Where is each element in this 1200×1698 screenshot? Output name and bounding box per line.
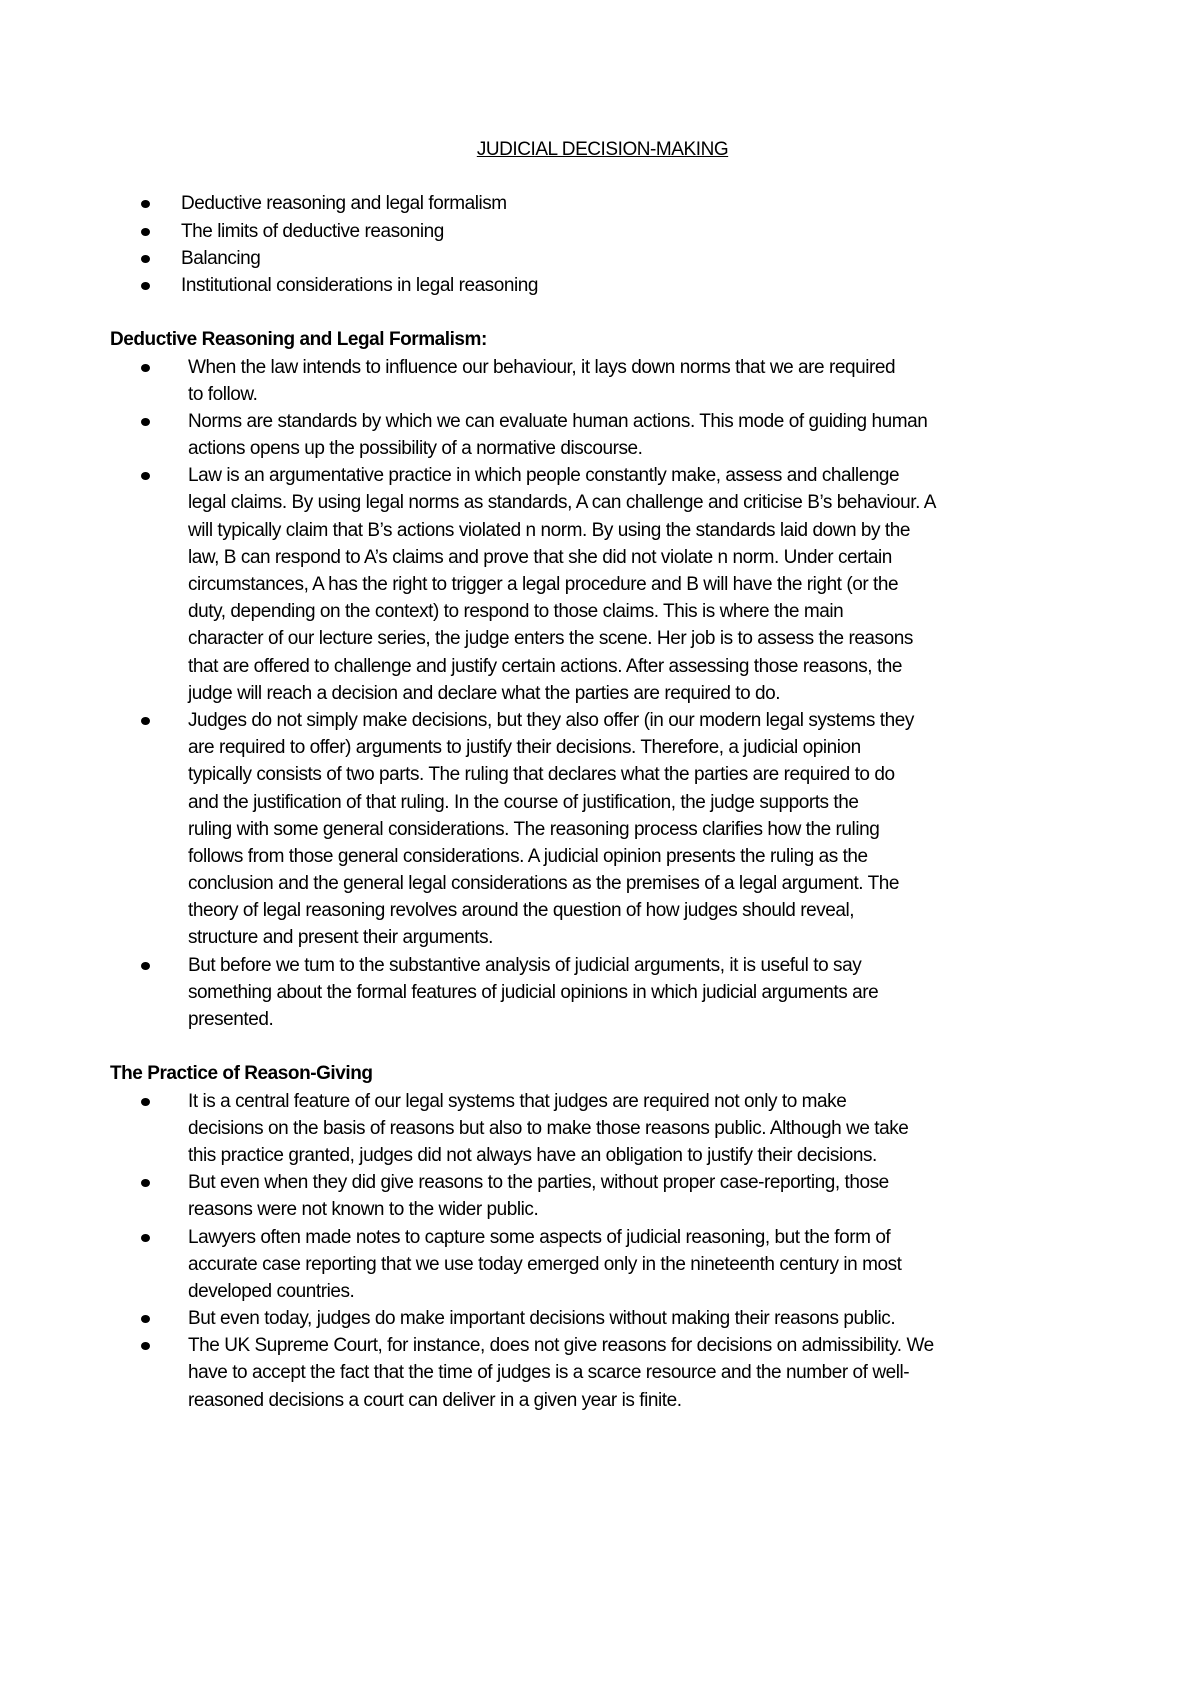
text-line: conclusion and the general legal considerations as the premises of a legal argument. The xyxy=(188,873,900,895)
bullet-icon xyxy=(141,962,150,970)
section xyxy=(0,1060,1200,1413)
list-item xyxy=(0,707,1200,952)
list-item xyxy=(0,1088,1200,1170)
list-item xyxy=(0,1305,1200,1332)
list-item xyxy=(0,408,1200,462)
text-line: and the justification of that ruling. In the course of justification, the judge supports the xyxy=(188,791,859,813)
bullet-list xyxy=(0,1088,1200,1414)
bullet-icon xyxy=(141,1234,150,1242)
text-line: decisions on the basis of reasons but also to make those reasons public. Although we take xyxy=(188,1117,909,1139)
text-line: to follow. xyxy=(188,383,258,405)
text-line: this practice granted, judges did not always have an obligation to justify their decisions. xyxy=(188,1144,877,1166)
text-line: accurate case reporting that we use today emerged only in the nineteenth century in most xyxy=(188,1253,902,1275)
text-line: have to accept the fact that the time of judges is a scarce resource and the number of well- xyxy=(188,1362,910,1384)
list-item xyxy=(0,1224,1200,1306)
bullet-icon xyxy=(141,1342,150,1350)
text-line: reasoned decisions a court can deliver in a given year is finite. xyxy=(188,1389,682,1411)
text-line: The limits of deductive reasoning xyxy=(181,220,444,242)
text-line: follows from those general considerations. A judicial opinion presents the ruling as the xyxy=(188,845,868,867)
document-page xyxy=(0,136,1200,1414)
list-item xyxy=(0,272,1200,299)
bullet-icon xyxy=(141,717,150,725)
text-line: circumstances, A has the right to trigger a legal procedure and B will have the right (or the xyxy=(188,574,899,595)
section-heading: The Practice of Reason-Giving xyxy=(110,1063,373,1085)
text-line: are required to offer) arguments to justify their decisions. Therefore, a judicial opinion xyxy=(188,737,861,759)
text-line: When the law intends to influence our behaviour, it lays down norms that we are required xyxy=(188,356,896,378)
text-line: The UK Supreme Court, for instance, does not give reasons for decisions on admissibility. We xyxy=(188,1335,934,1357)
document-title: JUDICIAL DECISION-MAKING xyxy=(476,139,729,160)
bullet-icon xyxy=(141,364,150,372)
text-line: will typically claim that B’s actions violated n norm. By using the standards laid down by the xyxy=(188,519,910,541)
text-line: duty, depending on the context) to respond to those claims. This is where the main xyxy=(188,601,844,623)
bullet-icon xyxy=(141,228,150,236)
topic-list xyxy=(0,190,1200,299)
bullet-icon xyxy=(141,282,150,290)
section-heading: Deductive Reasoning and Legal Formalism: xyxy=(110,329,487,351)
text-line: that are offered to challenge and justify certain actions. After assessing those reasons, the xyxy=(188,655,903,677)
text-line: presented. xyxy=(188,1009,274,1030)
text-line: legal claims. By using legal norms as standards, A can challenge and criticise B’s behaviour. A xyxy=(188,492,936,514)
text-line: Lawyers often made notes to capture some aspects of judicial reasoning, but the form of xyxy=(188,1226,891,1248)
text-line: But before we tum to the substantive analysis of judicial arguments, it is useful to say xyxy=(188,954,862,976)
list-item xyxy=(0,1169,1200,1223)
list-item xyxy=(0,354,1200,408)
text-line: reasons were not known to the wider public. xyxy=(188,1199,539,1221)
text-line: But even when they did give reasons to the parties, without proper case-reporting, those xyxy=(188,1172,889,1194)
list-item xyxy=(0,952,1200,1034)
list-item xyxy=(0,218,1200,245)
text-line: Law is an argumentative practice in which people constantly make, assess and challenge xyxy=(188,465,900,487)
text-line: structure and present their arguments. xyxy=(188,927,494,949)
text-line: It is a central feature of our legal systems that judges are required not only to make xyxy=(188,1090,847,1112)
bullet-icon xyxy=(141,200,150,208)
text-line: Institutional considerations in legal reasoning xyxy=(181,274,538,296)
text-line: But even today, judges do make important decisions without making their reasons public. xyxy=(188,1308,896,1330)
list-item xyxy=(0,245,1200,272)
section xyxy=(0,326,1200,1033)
bullet-icon xyxy=(141,418,150,426)
text-line: actions opens up the possibility of a normative discourse. xyxy=(188,438,643,460)
text-line: Judges do not simply make decisions, but they also offer (in our modern legal systems they xyxy=(188,709,914,731)
text-line: typically consists of two parts. The ruling that declares what the parties are required to do xyxy=(188,764,895,786)
text-line: something about the formal features of judicial opinions in which judicial arguments are xyxy=(188,981,879,1003)
bullet-icon xyxy=(141,1179,150,1187)
text-line: judge will reach a decision and declare what the parties are required to do. xyxy=(188,682,781,704)
text-line: ruling with some general considerations. The reasoning process clarifies how the ruling xyxy=(188,818,880,840)
list-item xyxy=(0,1332,1200,1414)
text-line: Balancing xyxy=(181,247,261,269)
text-line: law, B can respond to A’s claims and prove that she did not violate n norm. Under certain xyxy=(188,546,892,568)
list-item xyxy=(0,190,1200,217)
bullet-icon xyxy=(141,255,150,263)
text-line: developed countries. xyxy=(188,1280,355,1302)
text-line: character of our lecture series, the judge enters the scene. Her job is to assess the reasons xyxy=(188,628,913,650)
bullet-icon xyxy=(141,472,150,480)
text-line: theory of legal reasoning revolves around the question of how judges should reveal, xyxy=(188,900,855,922)
bullet-list xyxy=(0,354,1200,1034)
text-line: Deductive reasoning and legal formalism xyxy=(181,193,507,215)
bullet-icon xyxy=(141,1315,150,1323)
list-item xyxy=(0,462,1200,707)
bullet-icon xyxy=(141,1098,150,1106)
text-line: Norms are standards by which we can evaluate human actions. This mode of guiding human xyxy=(188,410,928,432)
